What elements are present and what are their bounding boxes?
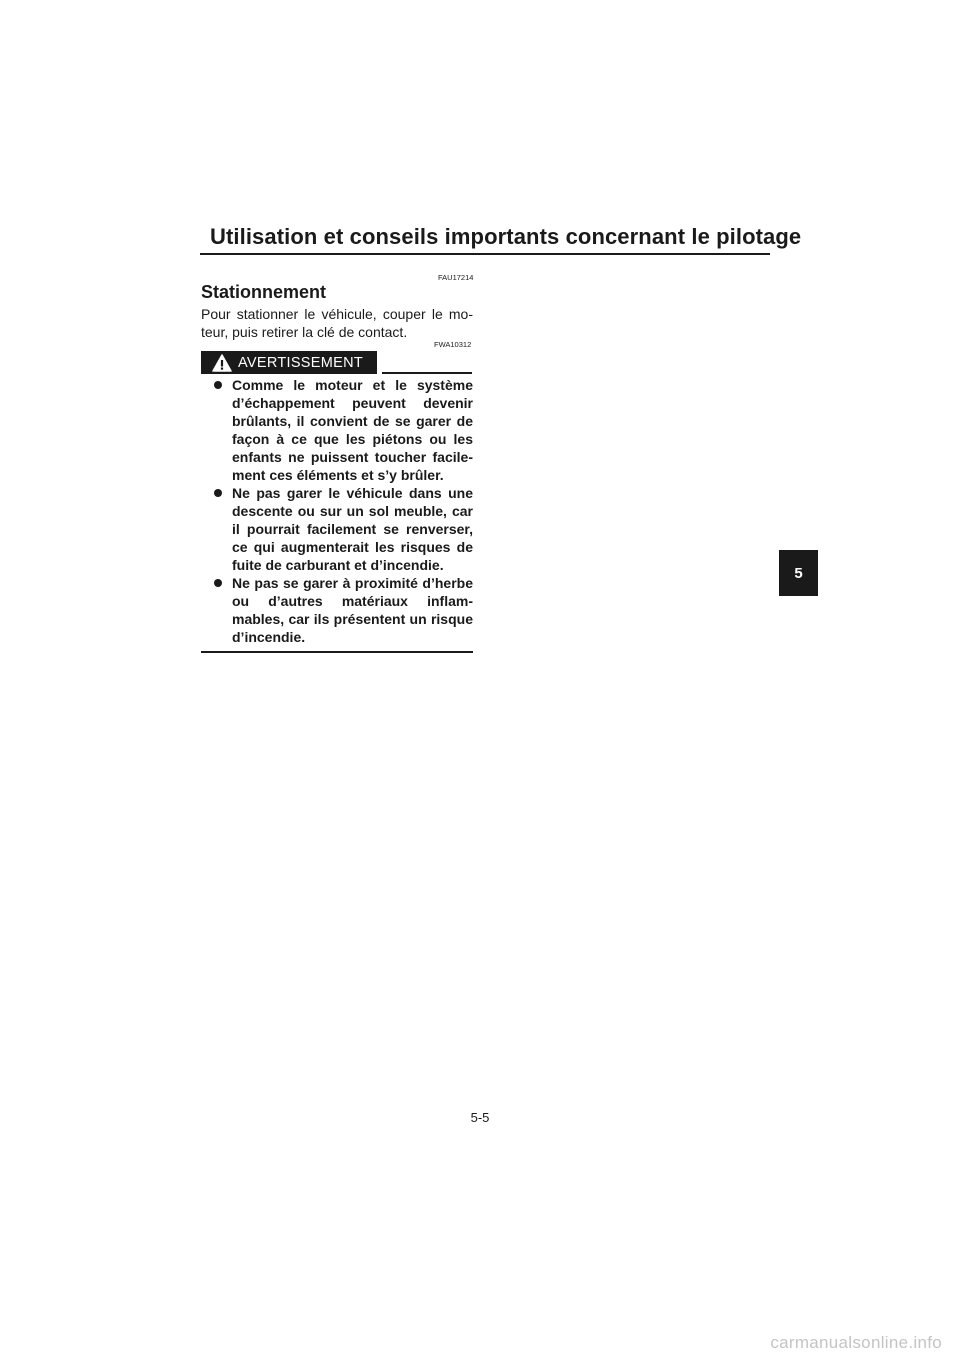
warning-line: d’incendie. xyxy=(232,629,306,645)
page-header-title: Utilisation et conseils importants concernant le pilotage xyxy=(210,224,802,249)
bullet-icon xyxy=(214,381,222,389)
warning-line: Ne pas garer le véhicule dans une xyxy=(232,485,473,501)
warning-item xyxy=(201,484,473,574)
warning-line: brûlants, il convient de se garer de xyxy=(232,413,473,429)
warning-line: ce qui augmenterait les risques de xyxy=(232,539,473,555)
warning-line: fuite de carburant et d’incendie. xyxy=(232,557,444,573)
warning-item xyxy=(201,376,473,484)
warning-code: FWA10312 xyxy=(434,340,472,349)
page-number: 5-5 xyxy=(470,1110,490,1125)
warning-label: AVERTISSEMENT xyxy=(238,354,364,371)
warning-line: ou d’autres matériaux inflam- xyxy=(232,593,473,609)
warning-bottom-rule xyxy=(201,651,473,653)
warning-line: ment ces éléments et s’y brûler. xyxy=(232,467,444,483)
warning-item xyxy=(201,574,473,646)
warning-line: enfants ne puissent toucher facile- xyxy=(232,449,473,465)
warning-badge xyxy=(201,351,377,374)
warning-line: Ne pas se garer à proximité d’herbe xyxy=(232,575,473,591)
chapter-tab: 5 xyxy=(779,550,818,596)
warning-line: Comme le moteur et le système xyxy=(232,377,473,393)
bullet-icon xyxy=(214,489,222,497)
intro-line: teur, puis retirer la clé de contact. xyxy=(201,324,408,340)
warning-rule xyxy=(382,372,472,374)
warning-line: façon à ce que les piétons ou les xyxy=(232,431,473,447)
header-rule xyxy=(200,253,770,255)
warning-triangle-icon xyxy=(212,354,232,372)
warning-line: d’échappement peuvent devenir xyxy=(232,395,473,411)
section-title: Stationnement xyxy=(201,282,327,302)
warning-line: descente ou sur un sol meuble, car xyxy=(232,503,473,519)
bullet-icon xyxy=(214,579,222,587)
watermark: carmanualsonline.info xyxy=(770,1333,942,1352)
intro-paragraph xyxy=(201,305,473,341)
warning-line: mables, car ils présentent un risque xyxy=(232,611,473,627)
section-code: FAU17214 xyxy=(438,273,474,282)
warning-line: il pourrait facilement se renverser, xyxy=(232,521,473,537)
intro-line: Pour stationner le véhicule, couper le mo- xyxy=(201,306,473,322)
warning-list xyxy=(201,376,473,646)
